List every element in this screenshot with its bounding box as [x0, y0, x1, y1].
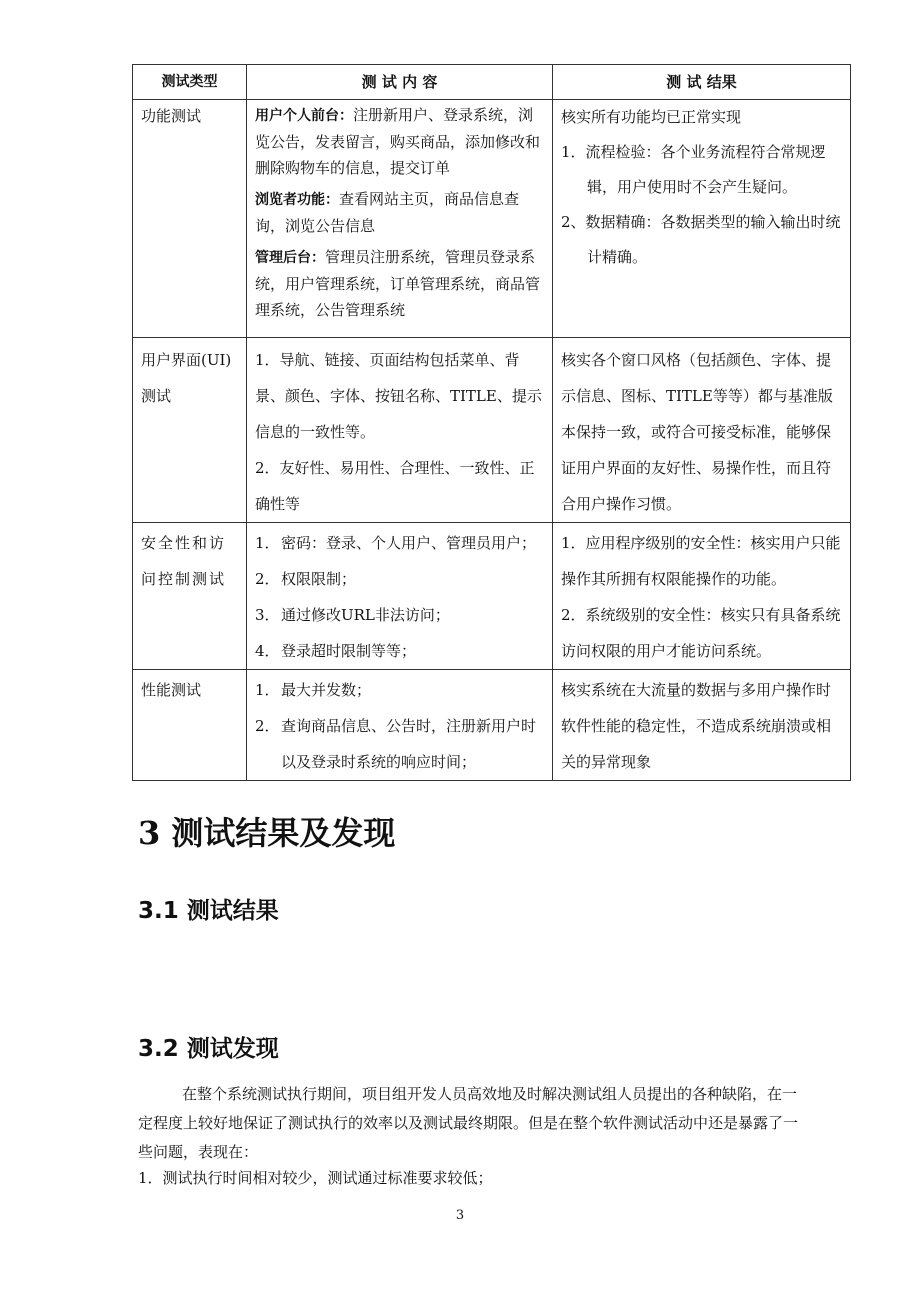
- content-item: 1． 密码：登录、个人用户、管理员用户；: [255, 534, 537, 552]
- section-3-2-heading: 3.2 测试发现: [138, 1036, 279, 1062]
- result-line: 2、数据精确：各数据类型的输入输出时统计精确。: [561, 213, 841, 266]
- table-row: [133, 523, 851, 670]
- test-plan-table: [132, 64, 851, 781]
- test-type-cell: 用户界面(UI)测试: [133, 338, 247, 523]
- test-content-cell: [247, 100, 553, 338]
- test-content-cell: [247, 338, 553, 523]
- content-item: 1． 最大并发数；: [255, 681, 372, 699]
- test-content-cell: [247, 670, 553, 781]
- test-result-cell: [553, 100, 851, 338]
- content-item: 2． 权限限制；: [255, 570, 357, 588]
- result-line: 核实各个窗口风格（包括颜色、字体、提示信息、图标、TITLE等等）都与基准版本保持一致，或符合可接受标准，能够保证用户界面的友好性、易操作性，而且符合用户操作习惯。: [561, 351, 833, 513]
- table-row: [133, 100, 851, 338]
- header-test-result: 测 试 结果: [553, 65, 851, 100]
- test-result-cell: [553, 670, 851, 781]
- result-line: 核实系统在大流量的数据与多用户操作时软件性能的稳定性，不造成系统崩溃或相关的异常现象: [561, 681, 832, 771]
- content-paragraph: 管理后台：管理员注册系统，管理员登录系统，用户管理系统，订单管理系统，商品管理系统，公告管理系统: [255, 248, 541, 319]
- content-paragraph: 浏览者功能：查看网站主页，商品信息查询，浏览公告信息: [255, 190, 520, 235]
- result-line: 核实所有功能均已正常实现: [561, 108, 742, 126]
- header-test-content: 测 试 内 容: [247, 65, 553, 100]
- section-3-1-heading: 3.1 测试结果: [138, 898, 279, 924]
- findings-paragraph: 在整个系统测试执行期间，项目组开发人员高效地及时解决测试组人员提出的各种缺陷，在一定程度上较好地保证了测试执行的效率以及测试最终期限。但是在整个软件测试活动中还是暴露了一些问题，表现在：: [138, 1085, 799, 1161]
- test-result-cell: [553, 338, 851, 523]
- content-line: 1．导航、链接、页面结构包括菜单、背景、颜色、字体、按钮名称、TITLE、提示信息的一致性等。: [255, 351, 542, 441]
- test-result-cell: [553, 523, 851, 670]
- result-line: 1．应用程序级别的安全性：核实用户只能操作其所拥有权限能操作的功能。: [561, 534, 841, 588]
- content-item: 3． 通过修改URL非法访问；: [255, 606, 450, 624]
- test-type-cell: 功能测试: [133, 100, 247, 338]
- content-item: 2． 查询商品信息、公告时，注册新用户时以及登录时系统的响应时间；: [255, 717, 537, 771]
- result-line: 1．流程检验：各个业务流程符合常规逻辑，用户使用时不会产生疑问。: [561, 143, 826, 196]
- content-paragraph: 用户个人前台：注册新用户、登录系统，浏览公告，发表留言，购买商品，添加修改和删除购物车的信息，提交订单: [255, 106, 541, 177]
- table-row: [133, 670, 851, 781]
- content-line: 2．友好性、易用性、合理性、一致性、正确性等: [255, 459, 535, 513]
- result-line: 2．系统级别的安全性：核实只有具备系统访问权限的用户才能访问系统。: [561, 606, 841, 660]
- test-content-cell: [247, 523, 553, 670]
- section-3-heading: 3 测试结果及发现: [138, 814, 396, 852]
- test-type-cell: 性能测试: [133, 670, 247, 781]
- table-row: [133, 338, 851, 523]
- page-number: 3: [455, 1208, 465, 1223]
- header-test-type: 测试类型: [133, 65, 247, 100]
- findings-item-1: 1．测试执行时间相对较少，测试通过标准要求较低；: [138, 1169, 493, 1187]
- content-item: 4． 登录超时限制等等；: [255, 642, 417, 660]
- table-header-row: [133, 65, 851, 100]
- test-type-cell: 安全性和访问控制测试: [133, 523, 247, 670]
